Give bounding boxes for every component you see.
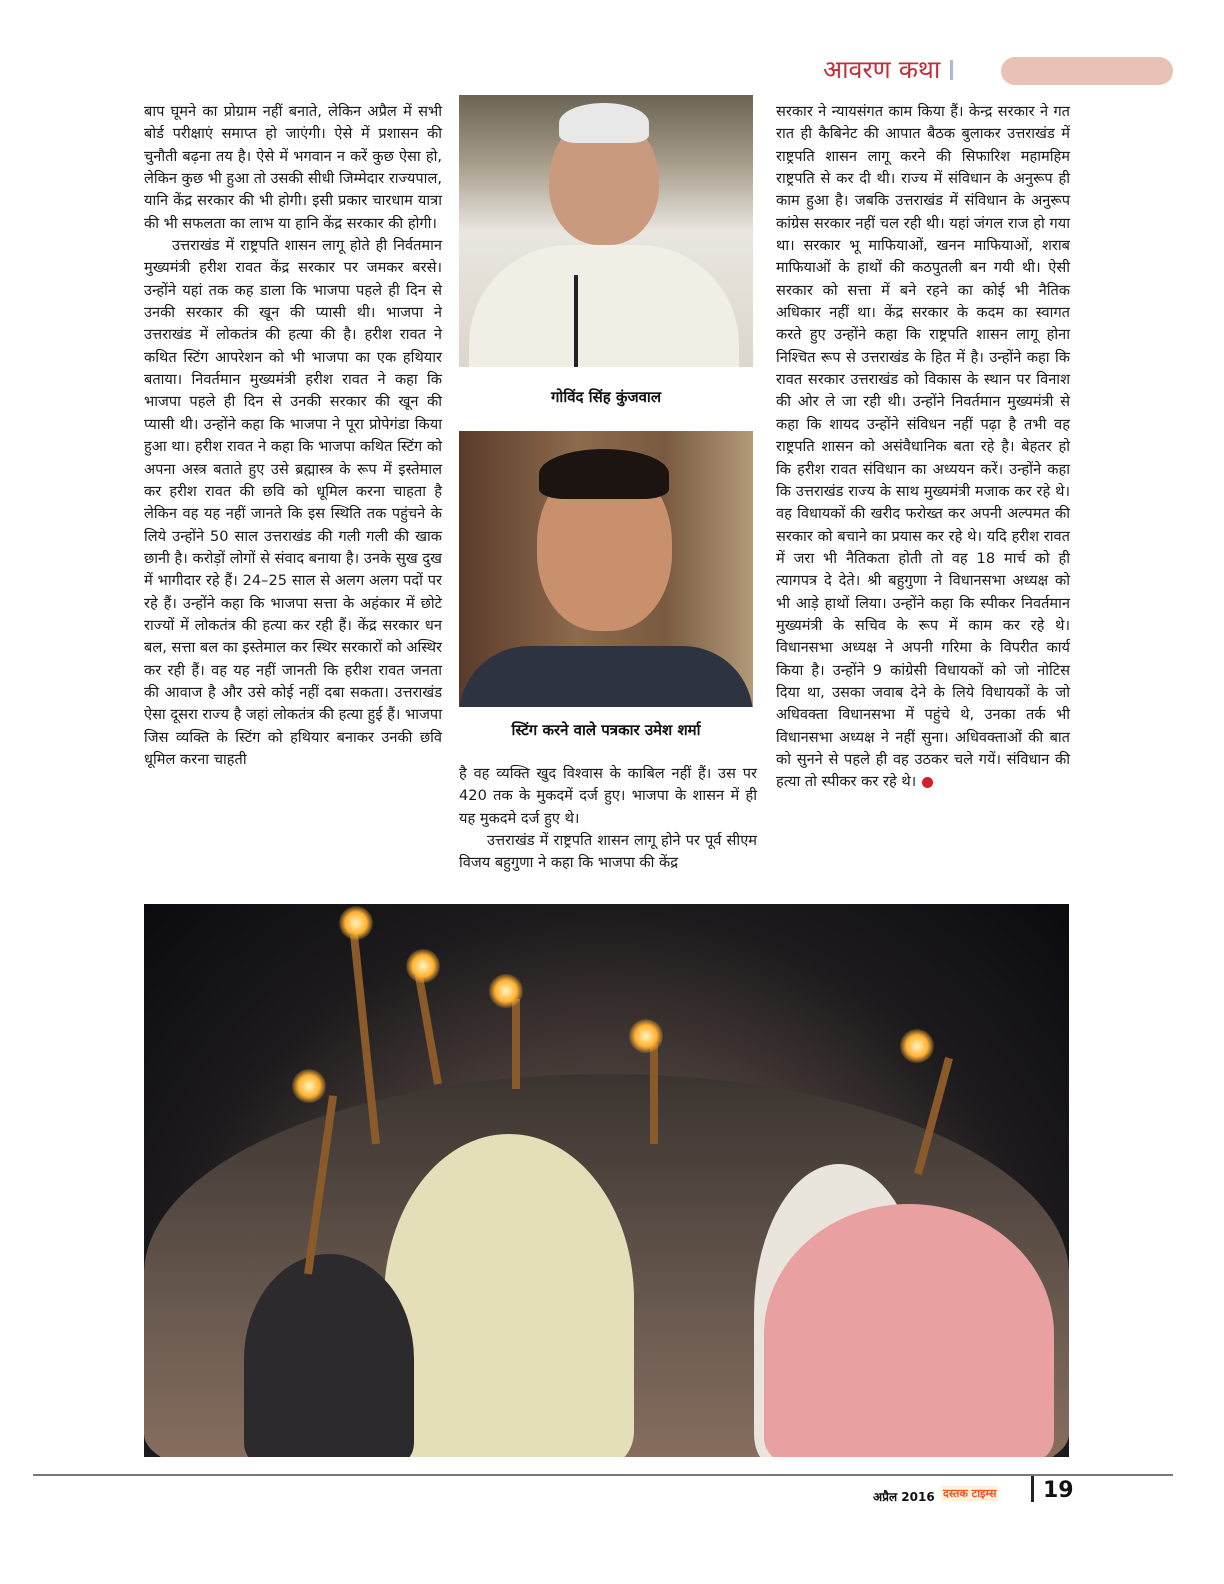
paragraph (776, 101, 1070, 794)
photo-govind-singh-kunjwal (459, 95, 753, 367)
magazine-logo: दस्तक टाइम्स (943, 1487, 997, 1500)
paragraph: उत्तराखंड में राष्ट्रपति शासन लागू होते ही निर्वतमान मुख्यमंत्री हरीश रावत केंद्र सरकार पर जमकर बरसे। उन्होंने यहां तक कह डाला कि भाजपा पहले ही दिन से उनकी सरकार की खून की प्यासी थी। भाजपा ने उत्तराखंड में लोकतंत्र की हत्या की है। हरीश रावत ने कथित स्टिंग आपरेशन को भी भाजपा का एक हथियार बताया। निवर्तमान मुख्यमंत्री हरीश रावत ने कहा कि भाजपा पहले ही दिन से उनकी सरकार की खून की प्यासी थी। उन्होंने कहा कि भाजपा ने पूरा प्रोपेगंडा किया हुआ था। हरीश रावत ने कहा कि भाजपा कथित स्टिंग को अपना अस्त्र बताते हुए उसे ब्रह्मास्त्र के रूप में इस्तेमाल कर हरीश रावत की छवि को धूमिल करना चाहता है लेकिन वह यह नहीं जानते कि इस स्थिति तक पहुंचने के लिये उन्होंने 50 साल उत्तराखंड की गली गली की खाक छानी है। करोड़ों लोगों से संवाद बनाया है। उनके सुख दुख में भागीदार रहे हैं। 24–25 साल से अलग अलग पदों पर रहे हैं। उन्होंने कहा कि भाजपा सत्ता के अहंकार में छोटे राज्यों में लोकतंत्र की हत्या कर रही हैं। केंद्र सरकार धन बल, सत्ता बल का इस्तेमाल कर स्थिर सरकारों को अस्थिर कर रही हैं। वह यह नहीं जानती कि हरीश रावत जनता की आवाज है और उसे कोई नहीं दबा सकता। उत्तराखंड ऐसा दूसरा राज्य है जहां लोकतंत्र की हत्या हुई हैं। भाजपा जिस व्यक्ति के स्टिंग को हथियार बनाकर उनकी छवि धूमिल करना चाहती (144, 237, 442, 768)
footer-divider (33, 1474, 1173, 1476)
article-column-1 (144, 101, 442, 771)
title-divider (950, 60, 953, 80)
photo-caption: गोविंद सिंह कुंजवाल (550, 388, 661, 406)
header-decoration-pill (1001, 57, 1173, 85)
page-number: 19 (1043, 1478, 1074, 1503)
photo-torch-rally (144, 904, 1069, 1457)
footer-separator (1031, 1476, 1034, 1502)
paragraph-text: सरकार ने न्यायसंगत काम किया हैं। केन्द्र सरकार ने गत रात ही कैबिनेट की आपात बैठक बुलाकर उत्तराखंड में राष्ट्रपति शासन लागू करने की सिफारिश महामहिम राष्ट्रपति से कर दी थी। राज्य में संविधान के अनुरूप ही काम हुआ है। जबकि उत्तराखंड में संविधान के अनुरूप कांग्रेस सरकार नहीं चल रही थी। यहां जंगल राज हो गया था। सरकार भू माफियाओं, खनन माफियाओं, शराब माफियाओं के हाथों की कठपुतली बन गयी थी। ऐसी सरकार को सत्ता में बने रहने का कोई भी नैतिक अधिकार नहीं था। केंद्र सरकार के कदम का स्वागत करते हुए उन्होंने कहा कि राष्ट्रपति शासन लागू होना निश्चित रूप से उत्तराखंड के हित में है। उन्होंने कहा कि रावत सरकार उत्तराखंड को विकास के स्थान पर विनाश की ओर ले जा रही थी। उन्होंने निवर्तमान मुख्यमंत्री से कहा कि शायद उन्होंने संविधन नहीं पढ़ा है तभी वह राष्ट्रपति शासन को असंवैधानिक बता रहे है। बेहतर हो कि हरीश रावत संविधान का अध्ययन करें। उन्होंने कहा कि उत्तराखंड राज्य के साथ मुख्यमंत्री मजाक कर रहे थे। वह विधायकों की खरीद फरोख्त कर अपनी अल्पमत की सरकार को बचाने का प्रयास कर रहे थे। यदि हरीश रावत में जरा भी नैतिकता होती तो वह 18 मार्च को ही त्यागपत्र दे देते। श्री बहुगुणा ने विधानसभा अध्यक्ष को भी आड़े हाथों लिया। उन्होंने कहा कि स्पीकर निवर्तमान मुख्यमंत्री के सचिव के रूप में काम कर रहे थे। विधानसभा अध्यक्ष ने अपनी गरिमा के विपरीत कार्य किया है। उन्होंने 9 कांग्रेसी विधायकों को जो नोटिस दिया था, उसका जवाब देने के लिये विधायकों के जो अधिवक्ता विधानसभा में पहुंचे थे, उनका तर्क भी विधानसभा अध्यक्ष ने नहीं सुना। अधिवक्ताओं की बात को सुनने से पहले ही वह उठकर चले गयें। संविधान की हत्या तो स्पीकर कर रहे थे। (776, 103, 1070, 791)
article-column-3 (776, 101, 1070, 794)
paragraph: है वह व्यक्ति खुद विश्वास के काबिल नहीं हैं। उस पर 420 तक के मुकदमें दर्ज हुए। भाजपा के शासन में ही यह मुकदमे दर्ज हुए थे। (459, 765, 757, 827)
paragraph: बाप घूमने का प्रोग्राम नहीं बनाते, लेकिन अप्रैल में सभी बोर्ड परीक्षाएं समाप्त हो जाएंगी। ऐसे में प्रशासन की चुनौती बढ़ना तय है। ऐसे में भगवान न करें कुछ ऐसा हो, लेकिन कुछ भी हुआ तो उसकी सीधी जिम्मेदार राज्यपाल, यानि केंद्र सरकार की भी होगी। इसी प्रकार चारधाम यात्रा की भी सफलता का लाभ या हानि केंद्र सरकार की होगी। (144, 103, 442, 232)
article-column-2 (459, 763, 757, 875)
paragraph: उत्तराखंड में राष्ट्रपति शासन लागू होने पर पूर्व सीएम विजय बहुगुणा ने कहा कि भाजपा की केंद्र (459, 832, 757, 872)
end-mark-icon (922, 777, 933, 788)
photo-umesh-sharma (459, 431, 753, 707)
section-title: आवरण कथा (823, 55, 941, 84)
photo-caption: स्टिंग करने वाले पत्रकार उमेश शर्मा (511, 721, 701, 739)
issue-date: अप्रैल 2016 (873, 1490, 935, 1504)
